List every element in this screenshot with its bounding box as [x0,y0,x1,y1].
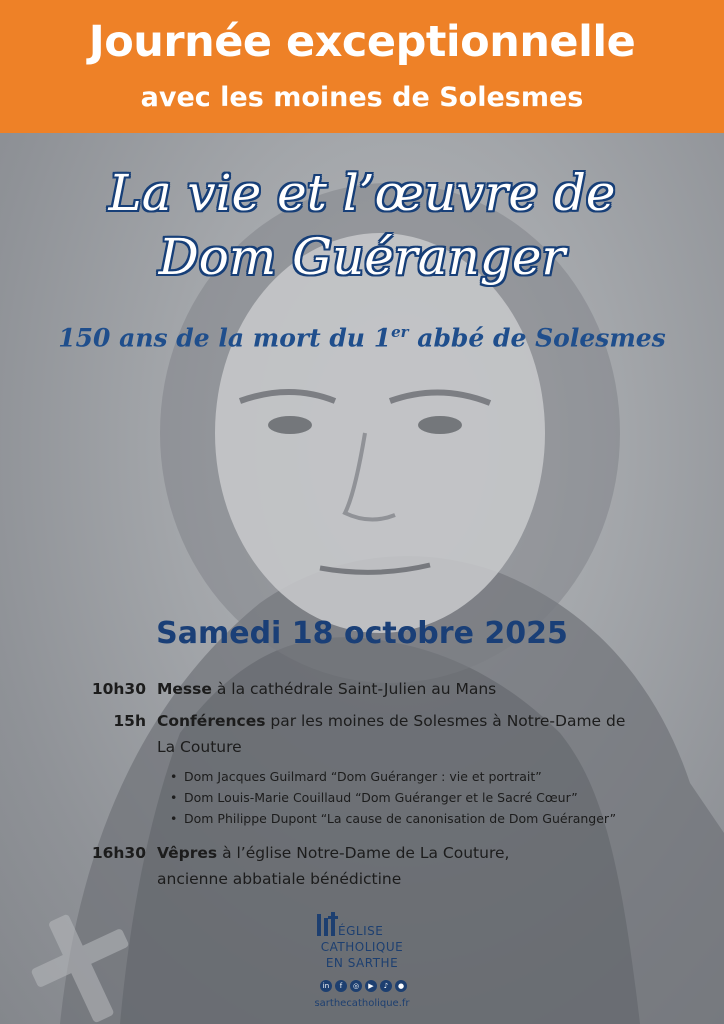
talk-item: • Dom Jacques Guilmard “Dom Guéranger : vie et portrait” [170,766,616,787]
talk-item: • Dom Louis-Marie Couillaud “Dom Guéranger et le Sacré Cœur” [170,787,616,808]
headline-subtitle [0,314,724,356]
diocese-logo [300,910,424,1020]
headline-line2: Dom Guéranger [158,228,566,286]
program-desc [157,676,496,702]
headline-sub-after: abbé de Solesmes [408,323,666,353]
program-time: 10h30 [91,680,146,698]
linkedin-icon[interactable]: in [320,980,332,992]
tiktok-icon[interactable]: ♪ [380,980,392,992]
program-desc [157,840,509,866]
banner-subtitle: avec les moines de Solesmes [140,82,584,113]
talk-item: • Dom Philippe Dupont “La cause de canonisation de Dom Guéranger” [170,808,616,829]
program-time: 16h30 [91,844,146,862]
program-title: Vêpres [157,844,218,862]
program-text-cont: ancienne abbatiale bénédictine [157,870,402,888]
program-text: à l’église Notre-Dame de La Couture, [217,844,510,862]
logo-line3: EN SARTHE [325,956,399,970]
social-icons [320,980,407,992]
talk-list [170,766,616,829]
headline-line1: La vie et l’œuvre de [108,164,616,222]
website-link[interactable]: sarthecatholique.fr [314,998,410,1009]
logo-line1: ÉGLISE [338,924,384,938]
flickr-icon[interactable]: ● [395,980,407,992]
program-time: 15h [113,712,146,730]
logo-line2: CATHOLIQUE [320,940,404,954]
church-logo-icon [316,910,338,938]
headline-sub-before: 150 ans de la mort du 1 [58,323,392,353]
youtube-icon[interactable]: ▶ [365,980,377,992]
header-banner [0,0,724,133]
program-text: par les moines de Solesmes à Notre-Dame de [265,712,626,730]
program-title: Messe [157,680,212,698]
program-desc [157,708,625,734]
program-text: à la cathédrale Saint-Julien au Mans [211,680,497,698]
instagram-icon[interactable]: ◎ [350,980,362,992]
facebook-icon[interactable]: f [335,980,347,992]
event-date: Samedi 18 octobre 2025 [156,616,568,651]
headline-sub-sup: er [391,323,409,341]
program-title: Conférences [157,712,266,730]
banner-title: Journée exceptionnelle [88,17,636,67]
program-text-cont: La Couture [157,738,242,756]
